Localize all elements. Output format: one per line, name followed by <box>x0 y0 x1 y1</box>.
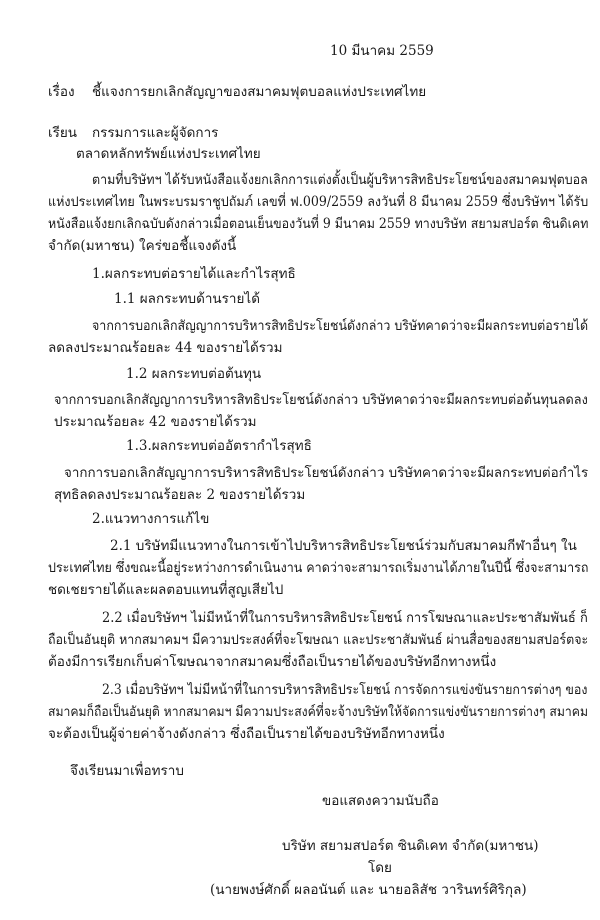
s22-line: 2.2 เมื่อบริษัทฯ ไม่มีหน้าที่ในการบริหารสิทธิประโยชน์ การโฆษณาและประชาสัมพันธ์ ก็ <box>102 610 588 626</box>
section1-title: 1.ผลกระทบต่อรายได้และกำไรสุทธิ <box>92 266 296 282</box>
subject-text: ชี้แจงการยกเลิกสัญญาของสมาคมฟุตบอลแห่งประเทศไทย <box>92 84 427 100</box>
intro-line: ตามที่บริษัทฯ ได้รับหนังสือแจ้งยกเลิกการแต่งตั้งเป็นผู้บริหารสิทธิประโยชน์ของสมาคมฟุตบอล <box>92 172 588 188</box>
signatories: (นายพงษ์ศักดิ์ ผลอนันต์ และ นายอลิสัช วารินทร์ศิริกุล) <box>210 882 527 898</box>
section2-title: 2.แนวทางการแก้ไข <box>92 511 210 527</box>
subject-label: เรื่อง <box>48 84 75 100</box>
s12-line: จากการบอกเลิกสัญญาการบริหารสิทธิประโยชน์ดังกล่าว บริษัทคาดว่าจะมีผลกระทบต่อต้นทุนลดลง <box>54 392 588 408</box>
letter-date: 10 มีนาคม 2559 <box>330 43 434 59</box>
s11-line: จากการบอกเลิกสัญญาการบริหารสิทธิประโยชน์ดังกล่าว บริษัทคาดว่าจะมีผลกระทบต่อรายได้ <box>92 318 589 334</box>
s13-title: 1.3.ผลกระทบต่ออัตรากำไรสุทธิ <box>126 438 312 454</box>
to-label: เรียน <box>48 125 78 141</box>
intro-line: จำกัด(มหาชน) ใคร่ขอชี้แจงดังนี้ <box>48 238 237 254</box>
s11-title: 1.1 ผลกระทบด้านรายได้ <box>114 291 260 307</box>
s22-line: ถือเป็นอันยุติ หากสมาคมฯ มีความประสงค์ที่จะโฆษณา และประชาสัมพันธ์ ผ่านสื่อของสยามสปอร์ตจะ <box>48 632 589 648</box>
to-recipient-line2: ตลาดหลักทรัพย์แห่งประเทศไทย <box>76 146 261 162</box>
s13-line: จากการบอกเลิกสัญญาการบริหารสิทธิประโยชน์ดังกล่าว บริษัทคาดว่าจะมีผลกระทบต่อกำไร <box>64 465 589 481</box>
s12-title: 1.2 ผลกระทบต่อต้นทุน <box>126 366 262 382</box>
intro-line: แห่งประเทศไทย ในพระบรมราชูปถัมภ์ เลขที่ ฟ.009/2559 ลงวันที่ 8 มีนาคม 2559 ซึ่งบริษัทฯ ได้รับ <box>48 194 589 210</box>
s21-line: ประเทศไทย ซึ่งขณะนี้อยู่ระหว่างการดำเนินงาน คาดว่าจะสามารถเริ่มงานได้ภายในปีนี้ ซึ่งจะสามารถ <box>48 560 589 576</box>
s21-line: 2.1 บริษัทมีแนวทางในการเข้าไปบริหารสิทธิประโยชน์ร่วมกับสมาคมกีฬาอื่นๆ ใน <box>110 538 577 554</box>
company-name: บริษัท สยามสปอร์ต ซินดิเคท จำกัด(มหาชน) <box>282 838 539 854</box>
by-label: โดย <box>368 860 392 876</box>
s23-line: 2.3 เมื่อบริษัทฯ ไม่มีหน้าที่ในการบริหารสิทธิประโยชน์ การจัดการแข่งขันรายการต่างๆ ของ <box>102 682 588 698</box>
closing-line: จึงเรียนมาเพื่อทราบ <box>70 763 184 779</box>
s22-line: ต้องมีการเรียกเก็บค่าโฆษณาจากสมาคมซึ่งถือเป็นรายได้ของบริษัทอีกทางหนึ่ง <box>48 654 497 670</box>
to-recipient: กรรมการและผู้จัดการ <box>92 125 219 141</box>
regards-line: ขอแสดงความนับถือ <box>322 793 439 809</box>
s12-line: ประมาณร้อยละ 42 ของรายได้รวม <box>54 414 257 430</box>
s13-line: สุทธิลดลงประมาณร้อยละ 2 ของรายได้รวม <box>54 487 306 503</box>
intro-line: หนังสือแจ้งยกเลิกฉบับดังกล่าวเมื่อตอนเย็นของวันที่ 9 มีนาคม 2559 ทางบริษัท สยามสปอร์ต ซินดิเคท <box>48 216 589 232</box>
s23-line: จะต้องเป็นผู้จ่ายค่าจ้างดังกล่าว ซึ่งถือเป็นรายได้ของบริษัทอีกทางหนึ่ง <box>48 726 445 742</box>
s11-line: ลดลงประมาณร้อยละ 44 ของรายได้รวม <box>48 340 283 356</box>
s23-line: สมาคมก็ถือเป็นอันยุติ หากสมาคมฯ มีความประสงค์ที่จะจ้างบริษัทให้จัดการแข่งขันรายการต่างๆ สมาคม <box>48 704 589 720</box>
s21-line: ชดเชยรายได้และผลตอบแทนที่สูญเสียไป <box>48 582 284 598</box>
